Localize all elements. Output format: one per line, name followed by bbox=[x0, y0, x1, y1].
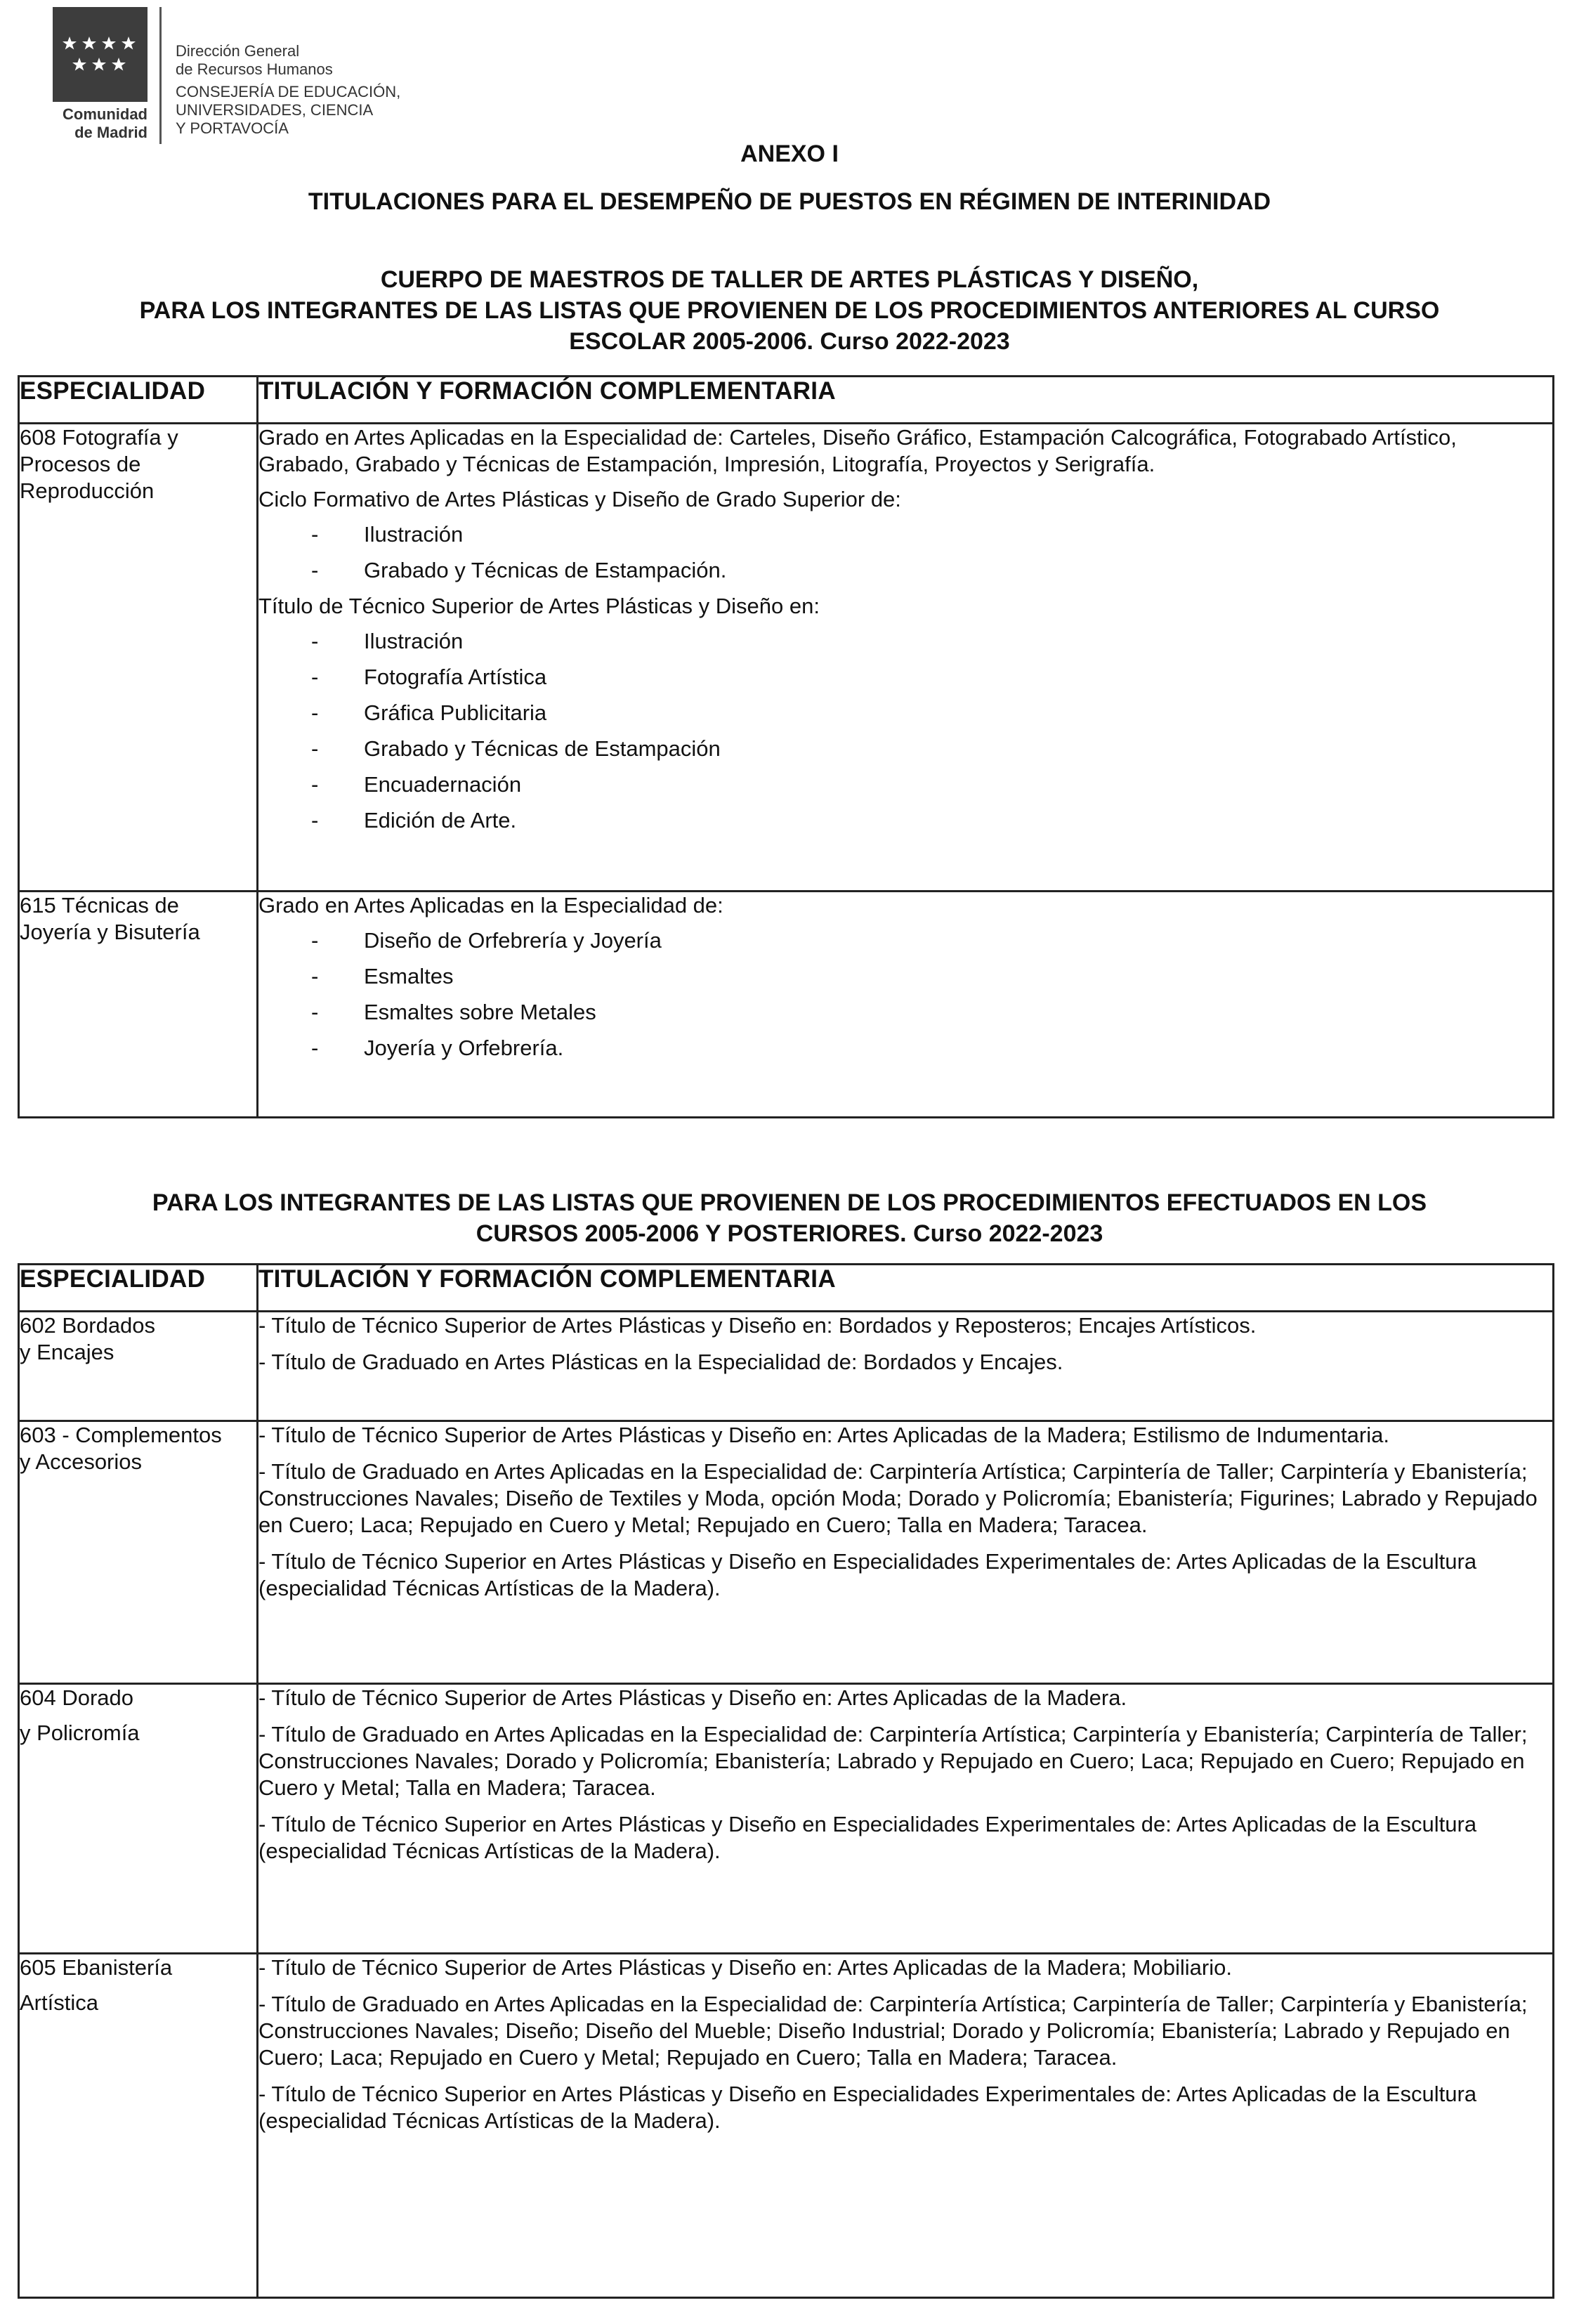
table-header-row bbox=[19, 1265, 1554, 1312]
logo-emblem bbox=[53, 7, 148, 102]
titulacion-602: - Título de Técnico Superior de Artes Plásticas y Diseño en: Bordados y Reposteros; Encajes Artísticos. - Título de Graduado en Artes Plásticas en la Especialidad de: Bordados y Encajes. bbox=[258, 1312, 1554, 1421]
titulacion-603: - Título de Técnico Superior de Artes Plásticas y Diseño en: Artes Aplicadas de la Madera; Estilismo de Indumentaria. - Título de Graduado en Artes Aplicadas en la Especialidad de: Carpintería Artística; Carpintería de Taller; Carpintería y Ebanistería; Construcciones Navales; Diseño de Textiles y Moda, opción Moda; Dorado y Policromía; Ebanistería; Figurines; Labrado y Repujado en Cuero; Laca; Repujado en Cuero y Metal; Repujado en Cuero; Talla en Madera; Taracea. - Título de Técnico Superior en Artes Plásticas y Diseño en Especialidades Experimentales de: Artes Aplicadas de la Escultura (especialidad Técnicas Artísticas de la Madera). bbox=[258, 1421, 1554, 1684]
table-row bbox=[19, 1421, 1554, 1684]
table-row bbox=[19, 892, 1554, 1118]
logo-department: Dirección General de Recursos Humanos CONSEJERÍA DE EDUCACIÓN, UNIVERSIDADES, CIENCIA Y PORTAVOCÍA bbox=[176, 42, 401, 137]
especialidad-604: 604 Dorado y Policromía bbox=[19, 1684, 258, 1954]
header-especialidad: ESPECIALIDAD bbox=[19, 1265, 258, 1312]
table-row bbox=[19, 424, 1554, 892]
titulacion-605: - Título de Técnico Superior de Artes Plásticas y Diseño en: Artes Aplicadas de la Madera; Mobiliario. - Título de Graduado en Artes Aplicadas en la Especialidad de: Carpintería Artística; Carpintería de Taller; Carpintería y Ebanistería; Construcciones Navales; Diseño; Diseño del Mueble; Diseño Industrial; Dorado y Policromía; Ebanistería; Labrado y Repujado en Cuero; Laca; Repujado en Cuero y Metal; Repujado en Cuero; Talla en Madera; Taracea. - Título de Técnico Superior en Artes Plásticas y Diseño en Especialidades Experimentales de: Artes Aplicadas de la Escultura (especialidad Técnicas Artísticas de la Madera). bbox=[258, 1954, 1554, 2298]
annex-title: ANEXO I bbox=[740, 141, 839, 167]
header-titulacion: TITULACIÓN Y FORMACIÓN COMPLEMENTARIA bbox=[258, 1265, 1554, 1312]
cuerpo-title: CUERPO DE MAESTROS DE TALLER DE ARTES PLÁSTICAS Y DISEÑO, PARA LOS INTEGRANTES DE LAS LISTAS QUE PROVIENEN DE LOS PROCEDIMIENTOS ANTERIORES AL CURSO ESCOLAR 2005-2006. Curso 2022-2023 bbox=[139, 266, 1440, 355]
header-titulacion: TITULACIÓN Y FORMACIÓN COMPLEMENTARIA bbox=[258, 377, 1554, 424]
main-title: TITULACIONES PARA EL DESEMPEÑO DE PUESTOS EN RÉGIMEN DE INTERINIDAD bbox=[308, 188, 1271, 215]
header-logo bbox=[53, 7, 432, 144]
especialidad-603: 603 - Complementos y Accesorios bbox=[19, 1421, 258, 1684]
header-especialidad: ESPECIALIDAD bbox=[19, 377, 258, 424]
titulacion-604: - Título de Técnico Superior de Artes Plásticas y Diseño en: Artes Aplicadas de la Madera. - Título de Graduado en Artes Aplicadas en la Especialidad de: Carpintería Artística; Carpintería y Ebanistería; Carpintería de Taller; Construcciones Navales; Dorado y Policromía; Ebanistería; Labrado y Repujado en Cuero; Laca; Repujado en Cuero; Repujado en Cuero y Metal; Talla en Madera; Taracea. - Título de Técnico Superior en Artes Plásticas y Diseño en Especialidades Experimentales de: Artes Aplicadas de la Escultura (especialidad Técnicas Artísticas de la Madera). bbox=[258, 1684, 1554, 1954]
table-header-row bbox=[19, 377, 1554, 424]
table-procedimientos-posteriores bbox=[18, 1263, 1554, 2299]
table-row bbox=[19, 1312, 1554, 1421]
table-row bbox=[19, 1954, 1554, 2298]
especialidad-608: 608 Fotografía y Procesos de Reproducción bbox=[19, 424, 258, 892]
table-row bbox=[19, 1684, 1554, 1954]
especialidad-615: 615 Técnicas de Joyería y Bisutería bbox=[19, 892, 258, 1118]
titulacion-608: Grado en Artes Aplicadas en la Especialidad de: Carteles, Diseño Gráfico, Estampación Calcográfica, Fotograbado Artístico, Grabado, Grabado y Técnicas de Estampación, Impresión, Litografía, Proyectos y Serigrafía. Ciclo Formativo de Artes Plásticas y Diseño de Grado Superior de: - Ilustración - Grabado y Técnicas de Estampación. Título de Técnico Superior de Artes Plásticas y Diseño en: - Ilustración - Fotografía Artística - Gráfica Publicitaria - Grabado y Técnicas de Estampación - Encuadernación - Edición de Arte. bbox=[258, 424, 1554, 892]
logo-divider bbox=[159, 7, 162, 144]
logo-name: Comunidad de Madrid bbox=[63, 105, 148, 141]
especialidad-602: 602 Bordados y Encajes bbox=[19, 1312, 258, 1421]
titulacion-615: Grado en Artes Aplicadas en la Especialidad de: - Diseño de Orfebrería y Joyería - Esmaltes - Esmaltes sobre Metales - Joyería y Orfebrería. bbox=[258, 892, 1554, 1118]
section2-title: PARA LOS INTEGRANTES DE LAS LISTAS QUE PROVIENEN DE LOS PROCEDIMIENTOS EFECTUADOS EN LOS CURSOS 2005-2006 Y POSTERIORES. Curso 2022-2023 bbox=[152, 1189, 1427, 1247]
table-procedimientos-anteriores bbox=[18, 375, 1554, 1118]
stars-icon bbox=[61, 35, 140, 77]
especialidad-605: 605 Ebanistería Artística bbox=[19, 1954, 258, 2298]
